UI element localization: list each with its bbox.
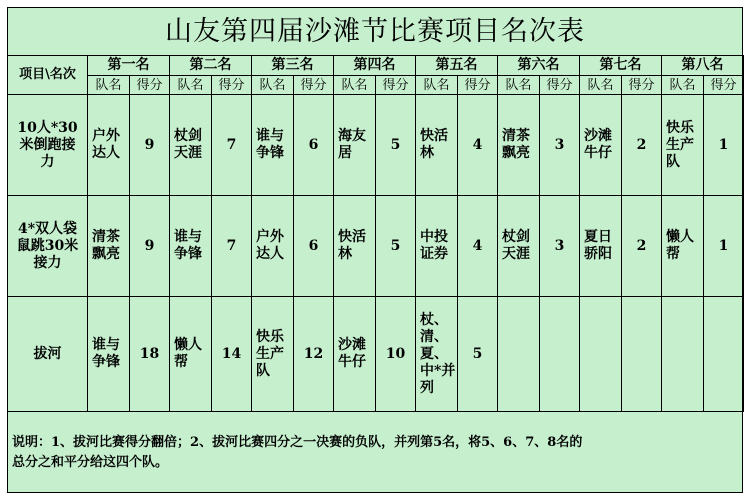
score-cell: 18 [130,297,170,412]
team-col-header: 队名 [580,76,622,95]
score-cell: 6 [294,95,334,196]
header-sub-row [8,76,744,95]
score-cell: 1 [704,95,744,196]
score-cell: 7 [212,95,252,196]
table-row [8,297,744,412]
ranking-table [7,55,744,412]
team-cell: 沙滩牛仔 [334,297,376,412]
sheet-title: 山友第四届沙滩节比赛项目名次表 [8,8,742,56]
rank-header: 第二名 [170,56,252,76]
team-col-header: 队名 [252,76,294,95]
team-cell: 快乐生产队 [252,297,294,412]
note-line: 总分之和平分给这四个队。 [12,455,169,470]
score-cell: 14 [212,297,252,412]
team-cell: 快活林 [416,95,458,196]
score-cell [704,297,744,412]
score-cell [622,297,662,412]
score-cell: 4 [458,95,498,196]
team-cell: 清茶飘亮 [498,95,540,196]
team-cell: 杖剑天涯 [170,95,212,196]
header-rank-row [8,56,744,76]
team-cell: 谁与争锋 [170,196,212,297]
score-cell: 6 [294,196,334,297]
score-cell: 9 [130,95,170,196]
score-cell: 5 [376,95,416,196]
score-cell: 3 [540,95,580,196]
team-cell: 谁与争锋 [252,95,294,196]
score-col-header: 得分 [458,76,498,95]
team-col-header: 队名 [416,76,458,95]
score-cell: 3 [540,196,580,297]
score-cell: 10 [376,297,416,412]
team-cell: 杖、清、夏、中*并列 [416,297,458,412]
team-cell: 快乐生产队 [662,95,704,196]
team-cell: 户外达人 [252,196,294,297]
team-col-header: 队名 [170,76,212,95]
project-name: 4*双人袋鼠跳30米接力 [8,196,88,297]
rank-header: 第三名 [252,56,334,76]
score-cell: 5 [458,297,498,412]
score-col-header: 得分 [212,76,252,95]
score-col-header: 得分 [704,76,744,95]
team-cell [662,297,704,412]
score-cell: 1 [704,196,744,297]
team-cell: 懒人帮 [170,297,212,412]
note-line: 说明：1、拔河比赛得分翻倍；2、拔河比赛四分之一决赛的负队，并列第5名，将5、6、7、8名的 [12,435,583,450]
score-col-header: 得分 [294,76,334,95]
score-cell: 12 [294,297,334,412]
score-col-header: 得分 [622,76,662,95]
team-cell: 快活林 [334,196,376,297]
note-text [12,433,738,473]
team-cell [498,297,540,412]
team-cell [580,297,622,412]
project-name: 拔河 [8,297,88,412]
score-col-header: 得分 [376,76,416,95]
rank-header: 第七名 [580,56,662,76]
rank-header: 第八名 [662,56,744,76]
team-col-header: 队名 [662,76,704,95]
team-col-header: 队名 [498,76,540,95]
score-cell [540,297,580,412]
project-name: 10人*30米倒跑接力 [8,95,88,196]
score-sheet [7,7,743,493]
rank-header: 第一名 [88,56,170,76]
rank-header: 第六名 [498,56,580,76]
score-col-header: 得分 [130,76,170,95]
rank-header: 第四名 [334,56,416,76]
table-row [8,196,744,297]
team-col-header: 队名 [334,76,376,95]
score-cell: 2 [622,196,662,297]
team-col-header: 队名 [88,76,130,95]
table-row [8,95,744,196]
score-cell: 9 [130,196,170,297]
team-cell: 清茶飘亮 [88,196,130,297]
score-cell: 4 [458,196,498,297]
team-cell: 中投证券 [416,196,458,297]
team-cell: 户外达人 [88,95,130,196]
corner-header: 项目\名次 [8,56,88,95]
score-cell: 2 [622,95,662,196]
rank-header: 第五名 [416,56,498,76]
score-cell: 7 [212,196,252,297]
team-cell: 夏日骄阳 [580,196,622,297]
team-cell: 沙滩牛仔 [580,95,622,196]
team-cell: 杖剑天涯 [498,196,540,297]
score-col-header: 得分 [540,76,580,95]
team-cell: 懒人帮 [662,196,704,297]
team-cell: 海友居 [334,95,376,196]
score-cell: 5 [376,196,416,297]
team-cell: 谁与争锋 [88,297,130,412]
